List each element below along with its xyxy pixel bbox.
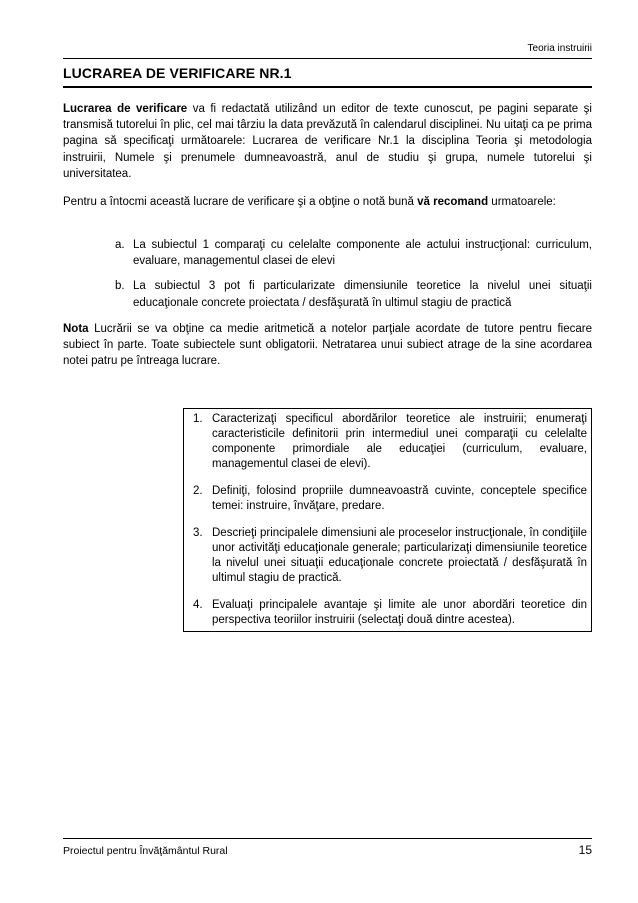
task-item-1 — [193, 412, 587, 472]
title-divider — [63, 86, 592, 88]
page-title: LUCRAREA DE VERIFICARE NR.1 — [63, 65, 292, 81]
task-text: Evaluaţi principalele avantaje şi limite ale unor abordări teoretice din perspectiva teoriilor instruirii (selectaţi două dintre acestea). — [212, 599, 587, 626]
task-number: 1. — [193, 413, 203, 425]
recommend-text-after: urmatoarele: — [488, 196, 556, 208]
intro-bold-lead: Lucrarea de verificare — [63, 103, 188, 115]
recommend-text-before: Pentru a întocmi această lucrare de verificare şi a obţine o notă bună — [63, 196, 418, 208]
task-list — [184, 409, 591, 628]
assignment-task-box — [183, 408, 592, 632]
recommend-bold: vă recomand — [417, 196, 489, 208]
task-number: 3. — [193, 527, 203, 539]
task-text: Definiţi, folosind propriile dumneavoastră cuvinte, conceptele specifice temei: instruire, învăţare, predare. — [212, 485, 587, 512]
recommendation-list — [63, 237, 592, 320]
list-marker: b. — [115, 280, 125, 293]
page-number: 15 — [578, 843, 592, 857]
header-divider — [63, 58, 592, 59]
footer-divider — [63, 838, 592, 839]
intro-paragraph — [63, 101, 592, 182]
running-header-title: Teoria instruirii — [527, 43, 592, 54]
task-item-2 — [193, 484, 587, 514]
note-text: Lucrării se va obţine ca medie aritmetică a notelor parţiale acordate de tutore pentru fiecare subiect în parte. Toate subiectele sunt obligatorii. Netratarea unui subiect atrage de la sine acordarea notei patru pe întreaga lucrare. — [63, 323, 592, 368]
recommendation-item-b — [63, 278, 592, 310]
recommendation-text: La subiectul 1 comparaţi cu celelalte componente ale actului instrucţional: curriculum, evaluare, managementul clasei de elevi — [133, 239, 592, 268]
task-number: 2. — [193, 485, 203, 497]
intro-text: va fi redactată utilizând un editor de texte cunoscut, pe pagini separate şi transmisă tutorelui în plic, cel mai târziu la data prevăzută în calendarul disciplinei. Nu uitaţi ca pe prima pagina să specificaţi următoarele: Lucrarea de verificare Nr.1 la disciplina Teoria şi metodologia instruirii, Numele şi prenumele dumneavoastră, anul de studiu şi grupa, numele tutorelui şi universitatea. — [63, 103, 592, 180]
task-text: Caracterizaţi specificul abordărilor teoretice ale instruirii; enumeraţi caracteristicile definitorii prin intermediul unei comparaţii cu celelalte componente primordiale ale educaţiei (curriculum, evaluare, managementul clasei de elevi). — [212, 413, 587, 470]
note-paragraph — [63, 321, 592, 370]
task-item-4 — [193, 598, 587, 628]
recommendation-text: La subiectul 3 pot fi particularizate dimensiunile teoretice la nivelul unei situaţii educaţionale concrete proiectata / desfăşurată în ultimul stagiu de practică — [133, 280, 592, 309]
footer-project-name: Proiectul pentru Învăţământul Rural — [63, 845, 228, 857]
task-number: 4. — [193, 599, 203, 611]
recommendation-item-a — [63, 237, 592, 269]
list-marker: a. — [115, 239, 125, 251]
recommend-paragraph — [63, 194, 592, 210]
task-text: Descrieţi principalele dimensiuni ale proceselor instrucţionale, în condiţiile unor activităţi educaţionale generale; particularizaţi dimensiunile teoretice la nivelul unei situaţii educaţionale concrete proiectată / desfăşurată în ultimul stagiu de practică. — [212, 527, 587, 584]
task-item-3 — [193, 526, 587, 586]
note-bold-lead: Nota — [63, 323, 89, 335]
